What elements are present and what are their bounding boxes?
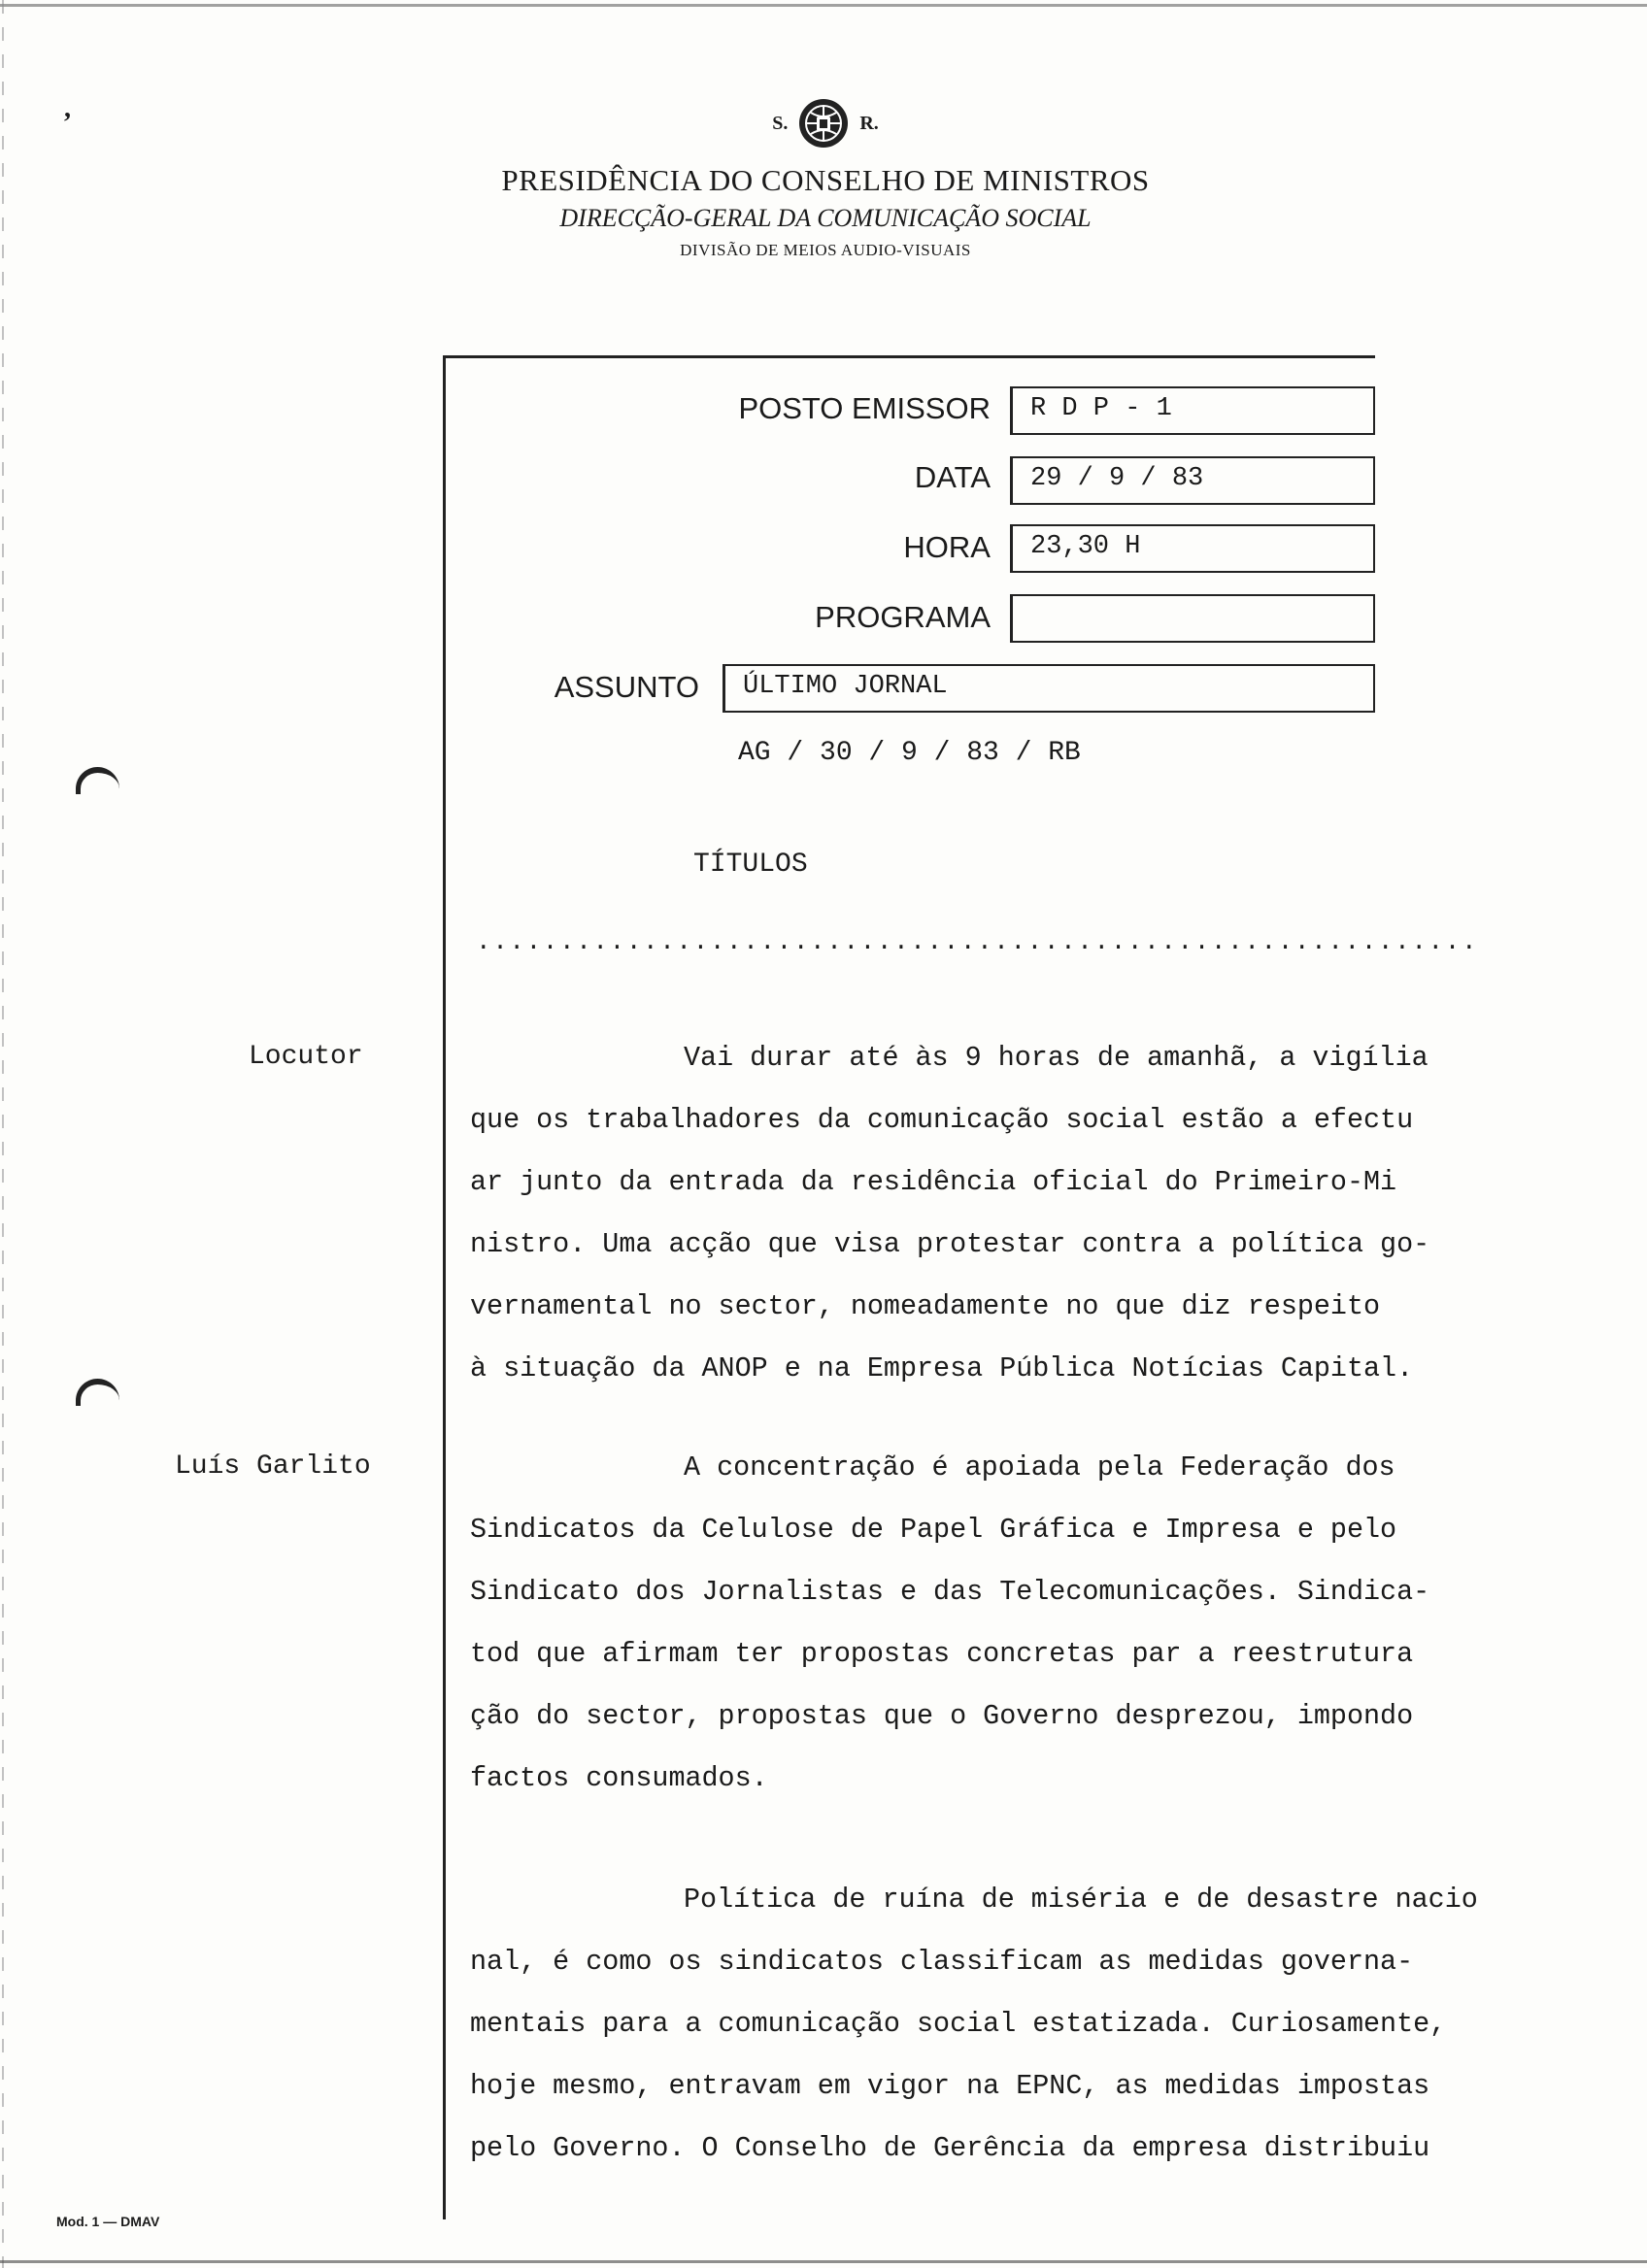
- text-line: tod que afirmam ter propostas concretas par a reestrutura: [470, 1638, 1414, 1670]
- text-line: ar junto da entrada da residência oficial do Primeiro-Mi: [470, 1166, 1397, 1198]
- speaker-locutor: Locutor: [249, 1042, 363, 1072]
- scan-edge-top: [0, 4, 1647, 7]
- paragraph-3: [470, 1869, 1635, 2180]
- programa-field: [1010, 594, 1375, 643]
- data-label: DATA: [914, 460, 991, 494]
- seal-left-initial: S.: [772, 112, 789, 134]
- text-line: Política de ruína de miséria e de desastre nacio: [684, 1884, 1478, 1916]
- punch-hole-icon: [76, 1379, 119, 1406]
- seal-right-initial: R.: [859, 112, 879, 134]
- posto-emissor-label: POSTO EMISSOR: [738, 391, 991, 425]
- hora-field: 23,30 H: [1010, 524, 1375, 573]
- text-line: ção do sector, propostas que o Governo desprezou, impondo: [470, 1700, 1414, 1732]
- text-line: Sindicatos da Celulose de Papel Gráfica e Impresa e pelo: [470, 1514, 1397, 1546]
- data-field: 29 / 9 / 83: [1010, 456, 1375, 505]
- posto-emissor-field: R D P - 1: [1010, 386, 1375, 435]
- speaker-luis-garlito: Luís Garlito: [175, 1451, 371, 1482]
- assunto-label: ASSUNTO: [554, 670, 699, 704]
- programa-label: PROGRAMA: [815, 600, 991, 634]
- form-top-rule: [443, 355, 1375, 358]
- text-line: vernamental no sector, nomeadamente no que diz respeito: [470, 1290, 1381, 1322]
- text-line: que os trabalhadores da comunicação social estão a efectu: [470, 1104, 1414, 1136]
- seal-row: [388, 97, 1262, 150]
- hora-label: HORA: [903, 530, 991, 564]
- text-line: à situação da ANOP e na Empresa Pública Notícias Capital.: [470, 1352, 1414, 1384]
- assunto-field: ÚLTIMO JORNAL: [723, 664, 1375, 713]
- text-line: factos consumados.: [470, 1762, 768, 1794]
- paragraph-1: [470, 1027, 1635, 1400]
- text-line: pelo Governo. O Conselho de Gerência da empresa distribuiu: [470, 2132, 1430, 2164]
- text-line: nistro. Uma acção que visa protestar contra a política go-: [470, 1228, 1430, 1260]
- text-line: nal, é como os sindicatos classificam as medidas governa-: [470, 1946, 1414, 1978]
- text-line: hoje mesmo, entravam em vigor na EPNC, as medidas impostas: [470, 2070, 1430, 2102]
- text-line: A concentração é apoiada pela Federação dos: [684, 1451, 1395, 1484]
- coat-of-arms-icon: [797, 97, 850, 150]
- text-line: Sindicato dos Jornalistas e das Telecomunicações. Sindica-: [470, 1576, 1430, 1608]
- scan-edge-left: [2, 0, 4, 2268]
- text-line: mentais para a comunicação social estatizada. Curiosamente,: [470, 2008, 1447, 2040]
- directorate-subtitle: DIRECÇÃO-GERAL DA COMUNICAÇÃO SOCIAL: [559, 204, 1092, 232]
- reference-code: AG / 30 / 9 / 83 / RB: [738, 738, 1081, 768]
- letterhead: [388, 97, 1262, 260]
- form-code: Mod. 1 — DMAV: [56, 2214, 160, 2229]
- margin-rule: [443, 355, 446, 2219]
- scan-edge-bottom: [0, 2260, 1647, 2263]
- stray-mark: ,: [64, 93, 71, 123]
- ministry-title: PRESIDÊNCIA DO CONSELHO DE MINISTROS: [501, 163, 1150, 197]
- section-title: TÍTULOS: [693, 850, 808, 880]
- text-line: Vai durar até às 9 horas de amanhã, a vigília: [684, 1042, 1429, 1074]
- division-name: DIVISÃO DE MEIOS AUDIO-VISUAIS: [680, 241, 971, 259]
- paragraph-2: [470, 1437, 1635, 1810]
- dotted-separator: ............................................................: [476, 927, 1479, 956]
- punch-hole-icon: [76, 767, 119, 794]
